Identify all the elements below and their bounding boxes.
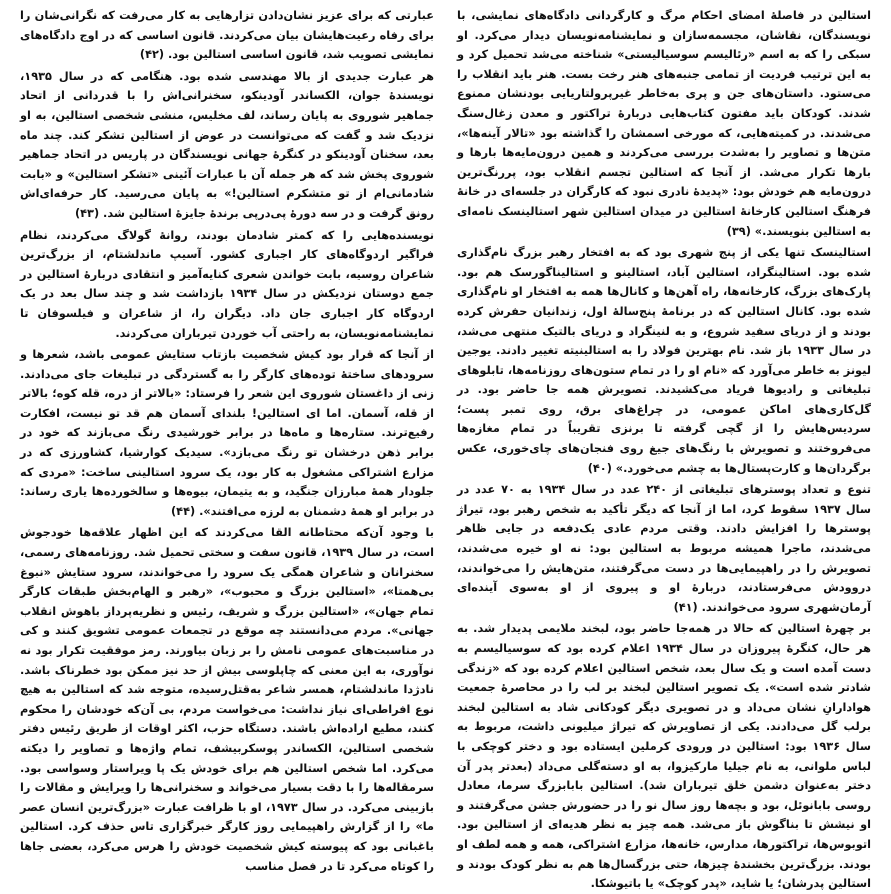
- paragraph: با وجود آن‌که محتاطانه القا می‌کردند که این اظهار علاقه‌ها خودجوش است، در سال ۱۹۳۹، قانون سفت و سختی تحمیل شد. روزنامه‌های رسمی، سخنرانان و شاعران همگی یک سرود را می‌خواندند، سرود ستایش «نبوغ بی‌همتا»، «استالین بزرگ و محبوب»، «رهبر و الهام‌بخش طبقات کارگر تمام جهان»، «استالین بزرگ و شریف، رئیس و نظریه‌پرداز باهوش انقلاب جهانی». مردم می‌دانستند چه موقع در تجمعات عمومی تشویق کنند و کی در مناسبت‌های عمومی نامش را بر زبان بیاورند. رمز موفقیت تکرار بود نه نوآوری، به این معنی که چاپلوسی بیش از حد نیز ممکن بود خطرناک باشد. نادژدا ماندلشتام، همسر شاعر به‌قتل‌رسیده، متوجه شد که استالین به هیچ نوع افراطی‌ای نیاز نداشت: می‌خواست مردم، بی آن‌که خودشان را محکوم کنند، مطیع اراده‌اش باشند. دستگاه حزب، اکثر اوقات از طریق رئیس دفتر شخصی استالین، الکساندر پوسکربیشف، تمام واژه‌ها و تصاویر را دیکته می‌کرد. اما شخص استالین هم برای خودش یک پا ویراستار وسواسی بود. سرمقاله‌ها را با دقت بسیار می‌خواند و سخنرانی‌ها را ویرایش و مقالات را بازبینی می‌کرد. در سال ۱۹۷۳، او با ظرافت عبارت «بزرگ‌ترین انسان عصر ما» را از گزارش راهپیمایی روز کارگر خبرگزاری تاس حذف کرد. استالین باغبانی بود که پیوسته کیش شخصیت خودش را هرس می‌کرد، بعضی جاها را کوتاه می‌کرد تا در فصل مناسب: [20, 526, 434, 873]
- paragraph: هر عبارت جدیدی از بالا مهندسی شده بود. هنگامی که در سال ۱۹۳۵، نویسندهٔ جوان، الکساندر آودینکو، سخنرانی‌اش را با قدردانی از اتحاد جماهیر شوروی به پایان رساند، لف مخلیس، منشی شخصی استالین، به او نزدیک شد و گفت که می‌توانست در عوض از استالین تشکر کند. چند ماه بعد، سخنان آودینکو در کنگرهٔ جهانی نویسندگان در پاریس در اتحاد جماهیر شوروی پخش شد که هر جمله آن با عبارات آئینی «تشکر استالین» و «بابت شادمانی‌ام از تو متشکرم استالین!» به پایان می‌رسید. کار حرفه‌ای‌اش رونق گرفت و در سه دورهٔ پی‌درپی برندهٔ جایزهٔ استالین شد. (۴۳): [20, 69, 434, 220]
- paragraph: عبارتی که برای عزیز نشان‌دادن تزارهایی به کار می‌رفت که نگرانی‌شان را برای رفاه رعیت‌هایشان بیان می‌کردند. قانون اساسی که در اوج دادگاه‌های نمایشی تصویب شد، قانون اساسی استالین بود. (۴۲): [20, 9, 434, 62]
- paragraph: از آنجا که قرار بود کیش شخصیت بازتاب ستایش عمومی باشد، شعرها و سرودهای ساختهٔ توده‌های کارگر را به گستردگی در تبلیغات جای می‌دادند. زنی از داغستان شوروی این شعر را فرستاد: «بالاتر از دره، قله کوه؛ بالاتر از قله، آسمان. اما ای استالین! بلندای آسمان هم قد تو نیست، افکارت رفیع‌ترند. ستاره‌ها و ماه‌ها در برابر خورشیدی رنگ می‌بازند که خود در برابر ذهن درخشان تو رنگ می‌بازد». سیدیک کوارشیا، کشاورزی که در مزارع اشتراکی مشغول به کار بود، یک سرود استالینی ساخت: «مردی که جلودار همهٔ مبارزان جنگید، و به یتیمان، بیوه‌ها و سالخورده‌ها یاری رساند: در برابر او همهٔ دشمنان به لرزه می‌افتند». (۴۴): [20, 348, 434, 518]
- paragraph: استالین در فاصلهٔ امضای احکام مرگ و کارگردانی دادگاه‌های نمایشی، با نویسندگان، نقاشان، مجسمه‌سازان و نمایشنامه‌نویسان دیدار می‌کرد. او سبکی را که به اسم «رئالیسم سوسیالیستی» شناخته می‌شد تحمیل کرد و به این ترتیب فردیت از تمامی جنبه‌های هنر رخت بست. هنر باید انقلاب را می‌ستود. داستان‌های جن و پری به‌خاطر غیرپرولتاریایی بودنشان ممنوع شدند. کودکان باید مفتون کتاب‌هایی دربارهٔ تراکتور و معدن زغال‌سنگ می‌شدند. در کمیته‌هایی، که مورخی اسمشان را گذاشته بود «تالار آینه‌ها»، متن‌ها و تصاویر را بەشدت بررسی می‌کردند و همین درون‌مایه‌ها بارها و بارها تکرار می‌شد. از آنجا که استالین تجسم انقلاب بود، پررنگ‌ترین درون‌مایه هم خودش بود: «پدیده‌ٔ نادری نبود که کارگران در جلسه‌ای در خانهٔ فرهنگ استالین کارخانهٔ استالین در میدان استالین شهر استالینسک نامه‌ای به استالین بنویسند.» (۳۹): [457, 9, 871, 238]
- text-column-left: [20, 6, 434, 873]
- paragraph: تنوع و تعداد پوسترهای تبلیغاتی از ۲۴۰ عدد در سال ۱۹۳۴ به ۷۰ عدد در سال ۱۹۳۷ سقوط کرد، اما از آنجا که دیگر تأکید به شخص رهبر بود، تیراژ پوسترها را افزایش دادند. وقتی مردم عادی یک‌دفعه در جایی ظاهر می‌شدند، ماجرا همیشه مربوط به استالین بود: نه او خیره می‌شدند، تصویرش را در راهپیمایی‌ها در دست می‌گرفتند، متن‌هایش را می‌خواندند، دروودش می‌فرستادند، درباره‌ٔ او و پیروی از او به‌سوی آینده‌ای آرمان‌شهری سرود می‌خواندند. (۴۱): [457, 483, 871, 614]
- paragraph: بر چهرهٔ استالین که حالا در همه‌جا حاضر بود، لبخند ملایمی پدیدار شد. به هر حال، کنگرهٔ پیروزان در سال ۱۹۳۴ اعلام کرده بود که سوسیالیسم به دست آمده است و یک سال بعد، شخص استالین اعلام کرده بود که «زندگی شادتر شده است». یک تصویر استالین لبخند بر لب را در محاصرهٔ جمعیت هوادارانِ نشان می‌داد و در تصویری دیگر کودکانی شاد به استالین لبخند برلب گل می‌دادند. یکی از تصاویرش که تیراژ میلیونی داشت، مربوط به سال ۱۹۳۶ بود: استالین در ورودی کرملین ایستاده بود و دختر کوچکی با لباس ملوانی، به نام جیلیا مارکیزوا، به او دسته‌گلی می‌داد (بعدتر پدر آن دختر به‌عنوان دشمن خلق تیرباران شد). استالین بابابزرگ سرما، معادل روسی بابانوئل، بود و بچه‌ها روز سال نو را در حضورش جشن می‌گرفتند و او نیشش تا بناگوش باز می‌شد. همه چیز به نظر هدیه‌ای از استالین بود. اتوبوس‌ها، تراکتورها، مدارس، خانه‌ها، مزارع اشتراکی، همه و همه لطف او بودند. بزرگ‌ترین بخشندهٔ چیزها، حتی بزرگسال‌ها هم به نظر کودک بودند و استالین پدرشان؛ یا شاید، «پدر کوچک» یا باتیوشکا.: [457, 622, 871, 891]
- text-column-right: [457, 6, 871, 891]
- paragraph: استالینسک تنها یکی از پنج شهری بود که به افتخار رهبر بزرگ نام‌گذاری شده بود. استالینگراد، استالین آباد، استالینو و استالیناگورسک هم بود. پارک‌های بزرگ، کارخانه‌ها، راه آهن‌ها و کانال‌ها همه به افتخار او نام‌گذاری شده بود. کانال استالین که در برنامهٔ پنج‌سالهٔ اول، زندانیان حفرش کرده بودند و از دریای سفید شروع، و به لنینگراد و دریای بالتیک منتهی می‌شد، در سال ۱۹۳۳ باز شد. نام بهترین فولاد را به استالینیته تغییر دادند. یوجین لیونز به خاطر می‌آورد که «نام او را در تمام ستون‌های روزنامه‌ها، تابلوهای تبلیغاتی و رادیوها فریاد می‌کشیدند. تصویرش همه جا حاضر بود. در گل‌کاری‌های اماکن عمومی، در چراغ‌های برق، روی تمبر پست؛ سردیس‌هایش را از گچی گرفته تا برنزی تقریباً در تمام مغازه‌ها می‌فروختند و تصویرش با رنگ‌های جیغ روی فنجان‌های چای‌خوری، عکس برگردان‌ها و کارت‌پستال‌ها به چشم می‌خورد.» (۴۰): [457, 246, 871, 475]
- paragraph: نویسنده‌هایی را که کمتر شادمان بودند، روانهٔ گولاگ می‌کردند، نظام فراگیر اردوگاه‌های کار اجباری کشور. آسیپ ماندلشتام، از بزرگ‌ترین شاعران روسیه، بابت خواندن شعری کنایه‌آمیز و انتقادی دربارهٔ استالین در جمع دوستان نزدیکش در سال ۱۹۳۴ بازداشت شد و چند سال بعد در یک اردوگاه کار اجباری جان داد. دیگران را، از شاعران و فیلسوفان تا نمایشنامه‌نویسان، به راحتی آب خوردن تیرباران می‌کردند.: [20, 228, 434, 340]
